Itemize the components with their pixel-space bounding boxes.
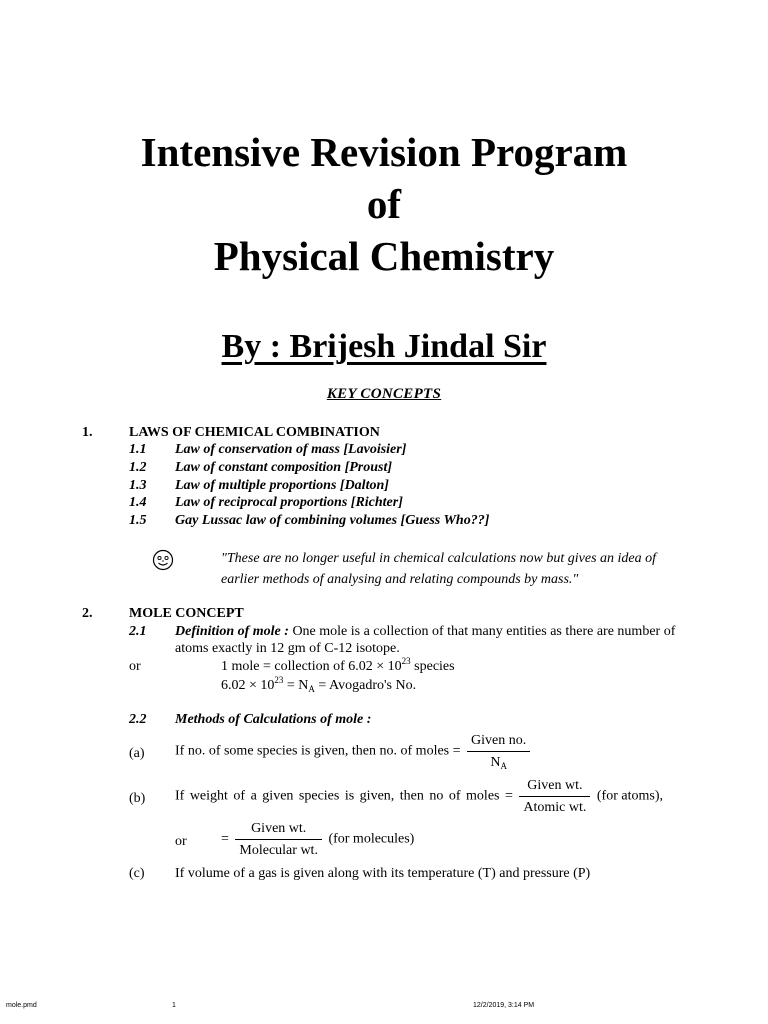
title-line-1: Intensive Revision Program — [140, 129, 628, 175]
subsection-2-1-number: 2.1 — [129, 624, 147, 639]
item-a-text: If no. of some species is given, then no. of moles = — [175, 743, 461, 759]
law-1-4-text: Law of reciprocal proportions [Richter] — [175, 495, 403, 510]
given-wt-atomic-fraction: $\frac{\text{Given wt.}}{\text{Atomic wt.}}$ — [519, 777, 590, 816]
item-b-text: If weight of a given species is given, then no of moles = — [175, 788, 513, 804]
given-wt-molecular-fraction: $\frac{\text{Given wt.}}{\text{Molecular wt.}}$ — [235, 820, 322, 859]
section-2-number: 2. — [82, 606, 93, 621]
subsection-2-2-heading: Methods of Calculations of mole : — [175, 712, 372, 727]
author-line: By : Brijesh Jindal Sir — [221, 328, 547, 365]
section-1-heading: LAWS OF CHEMICAL COMBINATION — [129, 425, 380, 440]
footer-page-number: 1 — [172, 1002, 176, 1009]
molecular-suffix: (for molecules) — [328, 831, 415, 847]
law-1-3-number: 1.3 — [129, 478, 147, 493]
law-1-5-text: Gay Lussac law of combining volumes [Guess Who??] — [175, 513, 490, 528]
title-line-3: Physical Chemistry — [213, 233, 555, 279]
or-label-2: or — [175, 834, 187, 849]
quote-line-2: earlier methods of analysing and relating compounds by mass." — [221, 572, 579, 587]
or-label-1: or — [129, 659, 141, 674]
item-c-text: If volume of a gas is given along with its temperature (T) and pressure (P) — [175, 866, 591, 881]
title-line-2: of — [366, 181, 402, 227]
mole-definition-text: One mole is a collection of that many entities as there are number of — [292, 624, 676, 639]
mole-definition-line-1 — [175, 623, 675, 640]
law-1-1-number: 1.1 — [129, 442, 147, 457]
section-2-heading: MOLE CONCEPT — [129, 606, 244, 621]
law-1-3-text: Law of multiple proportions [Dalton] — [175, 478, 389, 493]
item-c-label: (c) — [129, 866, 145, 881]
key-concepts-heading: KEY CONCEPTS — [326, 386, 442, 402]
molecular-equation: = $\frac{\text{Given wt.}}{\text{Molecular wt.}}$ (for molecules) — [221, 821, 415, 858]
item-b-suffix: (for atoms), — [596, 788, 663, 804]
mole-definition-line-2: atoms exactly in 12 gm of C-12 isotope. — [175, 641, 400, 656]
footer-filename: mole.pmd — [6, 1002, 37, 1009]
item-b-equation — [175, 777, 663, 816]
law-1-2-text: Law of constant composition [Proust] — [175, 460, 393, 475]
law-1-4-number: 1.4 — [129, 495, 147, 510]
footer-datetime: 12/2/2019, 3:14 PM — [473, 1002, 535, 1009]
law-1-2-number: 1.2 — [129, 460, 147, 475]
given-no-fraction: $\frac{\text{Given no.}}{N_A}$ — [467, 732, 530, 771]
item-a-label: (a) — [129, 746, 145, 761]
quote-line-1: "These are no longer useful in chemical calculations now but gives an idea of — [221, 551, 657, 566]
subsection-2-2-number: 2.2 — [129, 712, 147, 727]
item-a-equation — [175, 732, 533, 771]
law-1-5-number: 1.5 — [129, 513, 147, 528]
item-b-label: (b) — [129, 791, 146, 806]
smiley-face-icon — [152, 549, 174, 571]
law-1-1-text: Law of conservation of mass [Lavoisier] — [175, 442, 407, 457]
avogadro-equation: $6.02 \times 10^{23} = N_A$ = Avogadro's No. — [221, 675, 417, 694]
mole-equation: 1 mole = collection of $6.02 \times 10^{23}$ species — [221, 656, 455, 674]
mole-definition-label: Definition of mole : — [175, 624, 289, 639]
section-1-number: 1. — [82, 425, 93, 440]
